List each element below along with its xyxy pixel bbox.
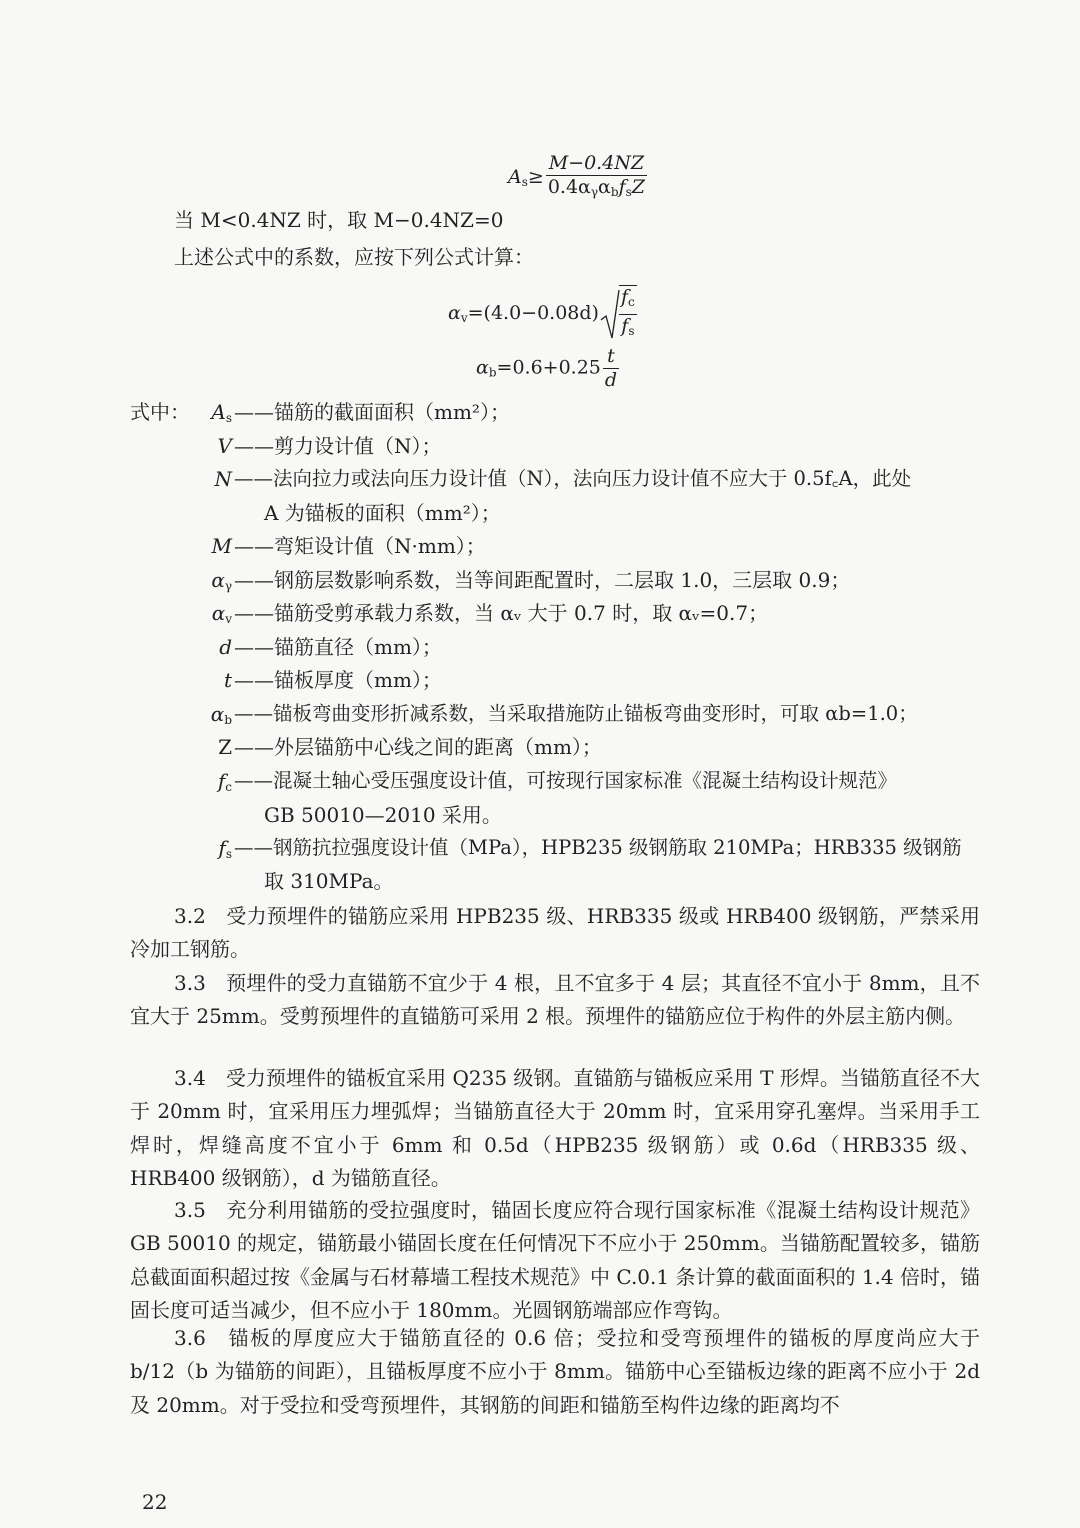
def-term-z: Z (218, 735, 232, 759)
def-cont-fc: GB 50010—2010 采用。 (264, 803, 502, 827)
def-text-m: ——弯矩设计值（N·mm）； (234, 534, 486, 558)
def-text-alpha-b: ——锚板弯曲变形折减系数，当采取措施防止锚板弯曲变形时，可取 αb=1.0； (234, 702, 918, 725)
def-text-n: ——法向拉力或法向压力设计值（N），法向压力设计值不应大于 0.5f꜀A，此处 (234, 467, 912, 490)
equation-alpha-b: $\alpha_b=0.6+0.25$ $\frac{t}{d}$ (476, 345, 618, 391)
paragraph-3-4: 3.4 受力预埋件的锚板宜采用 Q235 级钢。直锚筋与锚板应采用 T 形焊。当锚筋直径不大于 20mm 时，宜采用压力埋弧焊；当锚筋直径大于 20mm 时，宜采用穿孔塞焊。当采用手工焊时，焊缝高度不宜小于 6mm 和 0.5d（HPB235 级钢筋）或 0.6d（HRB335 级、HRB400 级钢筋），d 为锚筋直径。 (130, 1066, 980, 1191)
paragraph-3-6: 3.6 锚板的厚度应大于锚筋直径的 0.6 倍；受拉和受弯预埋件的锚板的厚度尚应大于 b/12（b 为锚筋的间距），且锚板厚度不应小于 8mm。锚筋中心至锚板边缘的距离不应小于 2d 及 20mm。对于受拉和受弯预埋件，其钢筋的间距和锚筋至构件边缘的距离均不 (130, 1326, 980, 1417)
page-number: 22 (142, 1490, 168, 1514)
def-term-n: N (214, 467, 232, 491)
def-term-m: M (211, 534, 232, 558)
equation-alpha-v: $\alpha_v=(4.0-0.08d)$ $\frac{f_c}{f_s}$ (448, 285, 639, 343)
def-term-fs: $f_s$ (218, 836, 232, 861)
def-text-v: ——剪力设计值（N）； (234, 434, 442, 458)
def-text-fc: ——混凝土轴心受压强度设计值，可按现行国家标准《混凝土结构设计规范》 (234, 769, 898, 792)
def-text-d: ——锚筋直径（mm）； (234, 635, 442, 659)
def-text-alpha-gamma: ——钢筋层数影响系数，当等间距配置时，二层取 1.0，三层取 0.9； (234, 568, 851, 592)
def-term-alpha-v: $\alpha_v$ (211, 601, 232, 626)
sqrt-symbol (599, 288, 621, 340)
def-cont-fs: 取 310MPa。 (264, 869, 394, 893)
paragraph-3-5: 3.5 充分利用锚筋的受拉强度时，锚固长度应符合现行国家标准《混凝土结构设计规范》GB 50010 的规定，锚筋最小锚固长度在任何情况下不应小于 250mm。当锚筋配置较多，锚筋总截面面积超过按《金属与石材幕墙工程技术规范》中 C.0.1 条计算的截面面积的 1.4 倍时，锚固长度可适当减少，但不应小于 180mm。光圆钢筋端部应作弯钩。 (130, 1198, 980, 1323)
def-term-as: $A_s$ (211, 400, 232, 425)
def-term-alpha-gamma: $\alpha_\gamma$ (211, 568, 232, 593)
def-term-fc: $f_c$ (217, 769, 232, 794)
def-text-alpha-v: ——锚筋受剪承载力系数，当 αᵥ 大于 0.7 时，取 αᵥ=0.7； (234, 601, 769, 625)
def-text-z: ——外层锚筋中心线之间的距离（mm）； (234, 735, 602, 759)
def-text-as: ——锚筋的截面面积（mm²）； (234, 400, 510, 424)
definitions-prefix: 式中： (130, 400, 190, 424)
def-text-t: ——锚板厚度（mm）； (234, 668, 442, 692)
def-cont-n: A 为锚板的面积（mm²）； (264, 501, 501, 525)
condition-line: 当 M<0.4NZ 时，取 M−0.4NZ=0 (174, 208, 504, 232)
def-term-alpha-b: $\alpha_b$ (210, 702, 232, 727)
paragraph-3-2: 3.2 受力预埋件的锚筋应采用 HPB235 级、HRB335 级或 HRB400 级钢筋，严禁采用冷加工钢筋。 (130, 904, 980, 962)
equation-as: $A_s\ge$ $\frac{M-0.4NZ}{0.4\alpha_\gamma\alpha_bf_sZ}$ (508, 152, 645, 199)
def-text-fs: ——钢筋抗拉强度设计值（MPa），HPB235 级钢筋取 210MPa；HRB335 级钢筋 (234, 836, 962, 859)
def-term-t: t (223, 668, 232, 692)
def-term-v: V (217, 434, 232, 458)
def-term-d: d (219, 635, 232, 659)
intro-line: 上述公式中的系数，应按下列公式计算： (174, 245, 534, 269)
paragraph-3-3: 3.3 预埋件的受力直锚筋不宜少于 4 根，且不宜多于 4 层；其直径不宜小于 8mm，且不宜大于 25mm。受剪预埋件的直锚筋可采用 2 根。预埋件的锚筋应位于构件的外层主筋内侧。 (130, 971, 980, 1029)
